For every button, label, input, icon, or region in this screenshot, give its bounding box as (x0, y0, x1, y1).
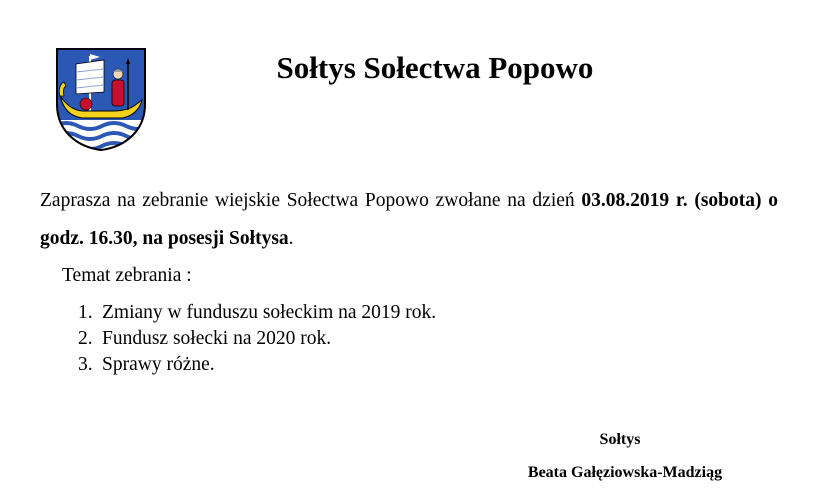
list-item (78, 326, 436, 352)
meeting-date-time-place: 03.08.2019 r. (sobota) o godz. 16.30, na posesji Sołtysa (40, 190, 778, 249)
coat-of-arms-ship-icon (54, 46, 148, 152)
list-item-number: 3. (78, 354, 93, 375)
list-item (78, 300, 436, 326)
invitation-text: Zaprasza na zebranie wiejskie Sołectwa Popowo zwołane na dzień (40, 190, 582, 211)
list-item-text: Sprawy różne. (102, 354, 215, 375)
signature-name: Beata Gałęziowska-Madziąg (527, 464, 723, 481)
page-title: Sołtys Sołectwa Popowo (276, 50, 594, 85)
topic-label: Temat zebrania : (62, 265, 192, 286)
list-item-number: 2. (78, 328, 93, 349)
signature-role: Sołtys (599, 431, 641, 448)
agenda-list (78, 300, 436, 378)
list-item-text: Zmiany w funduszu sołeckim na 2019 rok. (102, 302, 437, 323)
list-item-number: 1. (78, 302, 93, 323)
invitation-paragraph (40, 182, 778, 258)
list-item (78, 352, 436, 378)
list-item-text: Fundusz sołecki na 2020 rok. (102, 328, 332, 349)
invitation-end: . (288, 228, 294, 249)
